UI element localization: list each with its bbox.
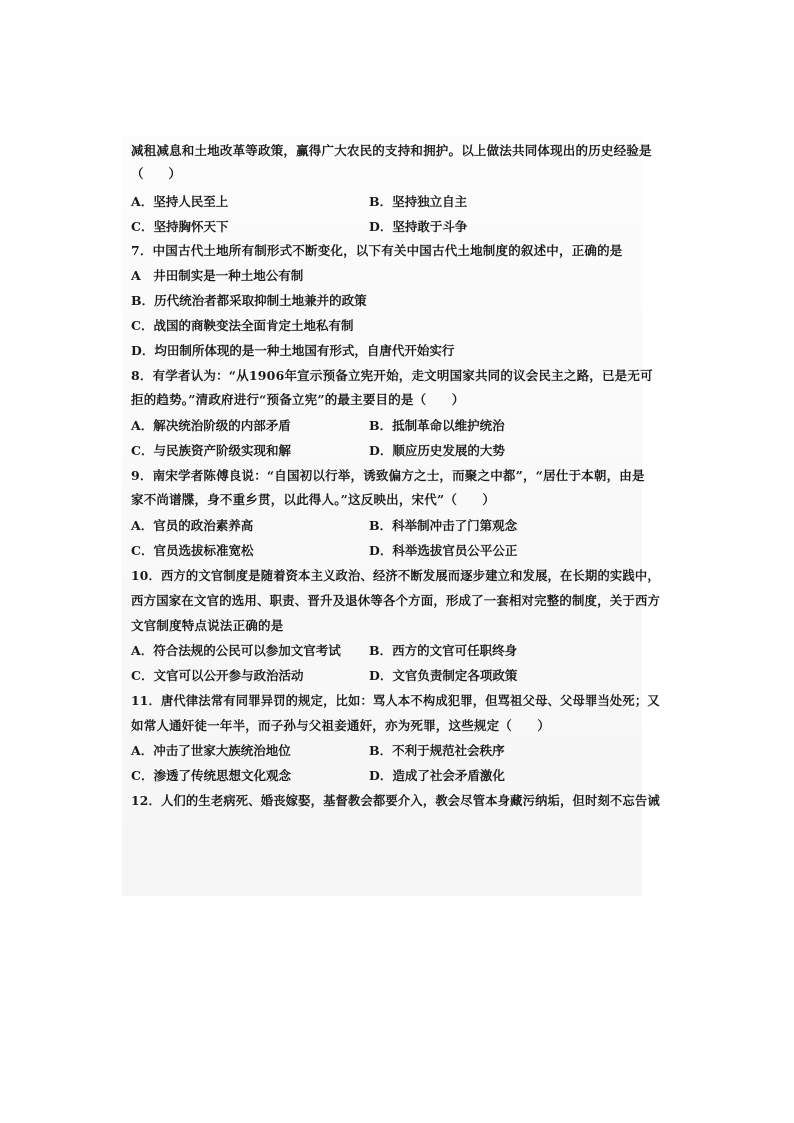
- q8-option-d: D．顺应历史发展的大势: [369, 443, 505, 458]
- q6-stem-tail: 减租减息和土地改革等政策，赢得广大农民的支持和拥护。以上做法共同体现出的历史经验是: [131, 143, 652, 158]
- q10-stem-line2: 西方国家在文官的选用、职责、晋升及退休等各个方面，形成了一套相对完整的制度，关于西方: [131, 593, 661, 608]
- q7-stem: 7．中国古代土地所有制形式不断变化，以下有关中国古代土地制度的叙述中，正确的是: [131, 243, 623, 258]
- q7-option-c: C．战国的商鞅变法全面肯定土地私有制: [131, 318, 354, 333]
- q8-option-c: C．与民族资产阶级实现和解: [131, 443, 291, 458]
- q6-option-a: A．坚持人民至上: [131, 194, 229, 209]
- q10-stem-line1: 10．西方的文官制度是随着资本主义政治、经济不断发展而逐步建立和发展，在长期的实践中，: [131, 568, 660, 583]
- q8-stem-line1: 8．有学者认为：“从1906年宣示预备立宪开始，走文明国家共同的议会民主之路，已是无可: [131, 368, 653, 383]
- q11-option-a: A．冲击了世家大族统治地位: [131, 743, 291, 758]
- q11-option-d: D．造成了社会矛盾激化: [369, 768, 505, 783]
- q9-option-a: A．官员的政治素养高: [131, 518, 254, 533]
- q8-option-b: B．抵制革命以维护统治: [369, 418, 505, 433]
- q9-option-c: C．官员选拔标准宽松: [131, 543, 254, 558]
- q7-option-a: A 井田制实是一种土地公有制: [131, 268, 304, 283]
- q10-option-c: C．文官可以公开参与政治活动: [131, 668, 304, 683]
- q11-stem-line1: 11．唐代律法常有同罪异罚的规定，比如：骂人本不构成犯罪，但骂祖父母、父母罪当处死；又: [131, 693, 660, 708]
- q11-option-c: C．渗透了传统思想文化观念: [131, 768, 291, 783]
- q9-stem-line2: 家不尚谱牒，身不重乡贯，以此得人。”这反映出，宋代”（ ）: [131, 492, 496, 507]
- q6-blank: （ ）: [131, 166, 182, 181]
- q10-option-a: A．符合法规的公民可以参加文官考试: [131, 643, 341, 658]
- q11-stem-line2: 如常人通奸徒一年半，而子孙与父祖妾通奸，亦为死罪，这些规定（ ）: [131, 718, 551, 733]
- q9-option-b: B．科举制冲击了门第观念: [369, 518, 518, 533]
- q7-option-b: B．历代统治者都采取抑制土地兼并的政策: [131, 293, 367, 308]
- q10-option-d: D．文官负责制定各项政策: [369, 668, 518, 683]
- q12-stem-line1: 12．人们的生老病死、婚丧嫁娶，基督教会都要介入，教会尽管本身藏污纳垢，但时刻不忘告诫: [131, 793, 660, 808]
- q7-option-d: D．均田制所体现的是一种土地国有形式，自唐代开始实行: [131, 343, 455, 358]
- q10-stem-line3: 文官制度特点说法正确的是: [131, 618, 284, 633]
- q6-option-b: B．坚持独立自主: [369, 194, 468, 209]
- q9-option-d: D．科举选拔官员公平公正: [369, 543, 518, 558]
- q8-option-a: A．解决统治阶级的内部矛盾: [131, 418, 291, 433]
- q11-option-b: B．不利于规范社会秩序: [369, 743, 505, 758]
- q6-option-c: C．坚持胸怀天下: [131, 219, 229, 234]
- q6-option-d: D．坚持敢于斗争: [369, 219, 468, 234]
- q8-stem-line2: 拒的趋势。”清政府进行“预备立宪”的最主要目的是（ ）: [131, 392, 465, 407]
- q9-stem-line1: 9．南宋学者陈傅良说：“自国初以行举，诱致偏方之士，而聚之中都”，“居仕于本朝，由是: [131, 468, 645, 483]
- q10-option-b: B．西方的文官可任职终身: [369, 643, 518, 658]
